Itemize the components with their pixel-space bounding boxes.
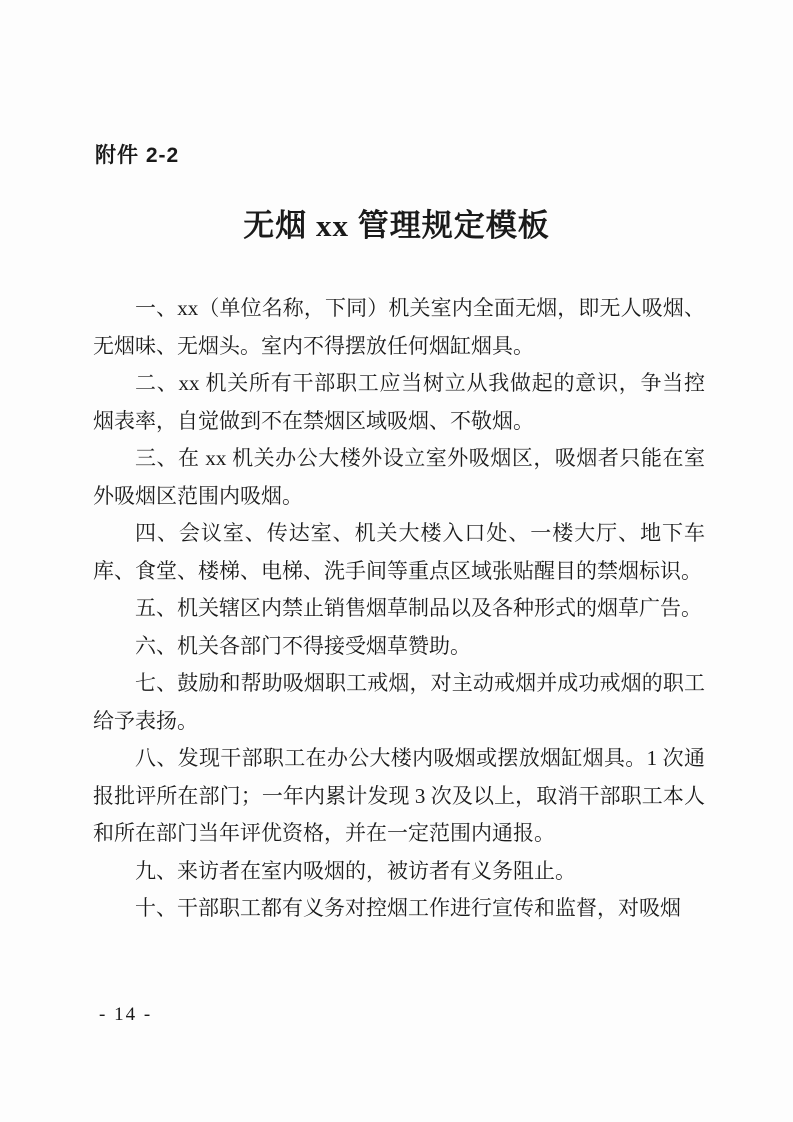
body-paragraph: 七、鼓励和帮助吸烟职工戒烟，对主动戒烟并成功戒烟的职工给予表扬。 [93,671,705,733]
document-body [93,290,705,928]
body-paragraph: 六、机关各部门不得接受烟草赞助。 [135,633,471,658]
body-paragraph: 九、来访者在室内吸烟的，被访者有义务阻止。 [135,858,576,883]
body-paragraph: 五、机关辖区内禁止销售烟草制品以及各种形式的烟草广告。 [135,596,702,620]
body-paragraph: 三、在 xx 机关办公大楼外设立室外吸烟区，吸烟者只能在室外吸烟区范围内吸烟。 [93,446,705,508]
page-number: - 14 - [99,1004,153,1025]
body-paragraph: 四、会议室、传达室、机关大楼入口处、一楼大厅、地下车库、食堂、楼梯、电梯、洗手间等重点区域张贴醒目的禁烟标识。 [93,521,705,583]
body-paragraph: 十、干部职工都有义务对控烟工作进行宣传和监督，对吸烟 [135,896,681,920]
document-title: 无烟 xx 管理规定模板 [243,208,550,243]
body-paragraph: 一、xx（单位名称，下同）机关室内全面无烟，即无人吸烟、无烟味、无烟头。室内不得摆放任何烟缸烟具。 [93,296,705,358]
body-paragraph: 八、发现干部职工在办公大楼内吸烟或摆放烟缸烟具。1 次通报批评所在部门；一年内累计发现 3 次及以上，取消干部职工本人和所在部门当年评优资格，并在一定范围内通报。 [93,746,705,845]
body-paragraph: 二、xx 机关所有干部职工应当树立从我做起的意识，争当控烟表率，自觉做到不在禁烟区域吸烟、不敬烟。 [93,371,705,433]
attachment-label: 附件 2-2 [95,144,180,167]
